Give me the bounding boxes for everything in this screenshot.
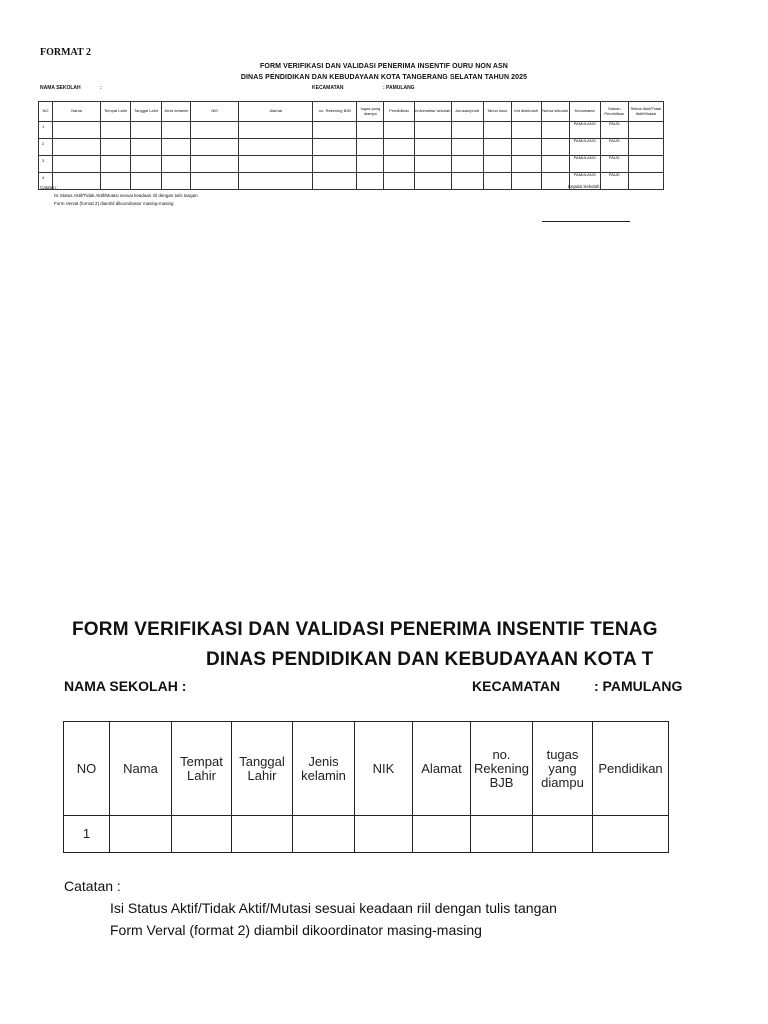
table-cell[interactable] bbox=[191, 156, 239, 173]
table-cell[interactable] bbox=[541, 156, 569, 173]
zoom-table-cell[interactable] bbox=[413, 816, 471, 853]
zoomed-preview bbox=[0, 600, 683, 960]
table-cell[interactable] bbox=[451, 173, 483, 190]
table-cell[interactable] bbox=[357, 122, 384, 139]
table-cell[interactable] bbox=[541, 122, 569, 139]
table-cell[interactable] bbox=[357, 156, 384, 173]
zoom-table-cell[interactable] bbox=[293, 816, 355, 853]
zoom-table-cell[interactable] bbox=[355, 816, 413, 853]
table-cell[interactable] bbox=[384, 173, 414, 190]
table-cell[interactable] bbox=[451, 122, 483, 139]
status-cell[interactable] bbox=[628, 122, 663, 139]
table-cell[interactable] bbox=[384, 139, 414, 156]
header-cell: Alamat bbox=[239, 102, 313, 122]
table-header-row bbox=[39, 102, 664, 122]
zoom-form-title: FORM VERIFIKASI DAN VALIDASI PENERIMA INSENTIF TENAG bbox=[72, 619, 658, 640]
header-cell: Nama bbox=[53, 102, 101, 122]
zoom-header-cell: tugas yang diampu bbox=[533, 722, 593, 816]
table-cell[interactable] bbox=[414, 122, 451, 139]
zoom-table-cell[interactable] bbox=[110, 816, 172, 853]
zoom-row-number: 1 bbox=[64, 816, 110, 853]
table-cell[interactable] bbox=[162, 156, 191, 173]
satuan-cell: PAUD bbox=[600, 122, 628, 139]
zoom-table-cell[interactable] bbox=[172, 816, 232, 853]
zoom-header-cell: no. Rekening BJB bbox=[471, 722, 533, 816]
satuan-cell: PAUD bbox=[600, 173, 628, 190]
header-cell: NO bbox=[39, 102, 53, 122]
header-cell: Status Aktif/Tidak Aktif/Mutasi bbox=[628, 102, 663, 122]
header-cell: Kecamatan bbox=[569, 102, 600, 122]
format-label: FORMAT 2 bbox=[40, 47, 92, 58]
header-cell: Tahun lulus bbox=[483, 102, 511, 122]
zoom-nama-sekolah: NAMA SEKOLAH : bbox=[64, 678, 187, 694]
zoom-table-cell[interactable] bbox=[533, 816, 593, 853]
row-number: 2 bbox=[39, 139, 53, 156]
catatan-label: Catatan : bbox=[40, 185, 59, 190]
zoom-header-cell: Nama bbox=[110, 722, 172, 816]
nama-sekolah-label: NAMA SEKOLAH bbox=[40, 85, 81, 91]
table-cell[interactable] bbox=[239, 122, 313, 139]
header-cell: Satuan Pendidikan bbox=[600, 102, 628, 122]
zoom-table-cell[interactable] bbox=[471, 816, 533, 853]
zoom-header-cell: NO bbox=[64, 722, 110, 816]
zoom-table-row bbox=[64, 816, 669, 853]
zoom-header-cell: Jenis kelamin bbox=[293, 722, 355, 816]
table-cell[interactable] bbox=[483, 173, 511, 190]
table-cell[interactable] bbox=[239, 173, 313, 190]
kecamatan-cell: PAMULANG bbox=[569, 156, 600, 173]
table-cell[interactable] bbox=[313, 156, 357, 173]
zoom-header-cell: NIK bbox=[355, 722, 413, 816]
table-cell[interactable] bbox=[131, 122, 162, 139]
status-cell[interactable] bbox=[628, 173, 663, 190]
table-cell[interactable] bbox=[191, 139, 239, 156]
table-cell[interactable] bbox=[384, 156, 414, 173]
zoom-header-cell: Tanggal Lahir bbox=[232, 722, 293, 816]
header-cell: no. Rekening BJB bbox=[313, 102, 357, 122]
zoom-note-format: Form Verval (format 2) diambil dikoordinator masing-masing bbox=[110, 922, 482, 938]
header-cell: Jurusan/prodi bbox=[451, 102, 483, 122]
header-cell: tmt disekolah bbox=[511, 102, 541, 122]
kecamatan-cell: PAMULANG bbox=[569, 122, 600, 139]
form-subtitle: DINAS PENDIDIKAN DAN KEBUDAYAAN KOTA TANGERANG SELATAN TAHUN 2025 bbox=[240, 74, 528, 81]
kepala-sekolah-label: Kepala Sekolah bbox=[568, 184, 600, 189]
table-cell[interactable] bbox=[511, 122, 541, 139]
zoom-notes bbox=[64, 875, 557, 941]
header-cell: Nama sekolah bbox=[541, 102, 569, 122]
table-cell[interactable] bbox=[313, 173, 357, 190]
table-cell[interactable] bbox=[239, 156, 313, 173]
table-cell[interactable] bbox=[162, 122, 191, 139]
table-cell[interactable] bbox=[384, 122, 414, 139]
zoom-header-cell: Tempat Lahir bbox=[172, 722, 232, 816]
nama-sekolah-colon: : bbox=[100, 85, 102, 91]
zoom-verification-table bbox=[63, 721, 669, 853]
zoom-table-cell[interactable] bbox=[593, 816, 669, 853]
zoom-catatan-label: Catatan : bbox=[64, 878, 121, 894]
kecamatan-cell: PAMULANG bbox=[569, 139, 600, 156]
header-cell: Universitas/ sekolah bbox=[414, 102, 451, 122]
zoom-kecamatan-label: KECAMATAN bbox=[472, 678, 561, 694]
kecamatan-value: : PAMULANG bbox=[383, 85, 415, 91]
table-cell[interactable] bbox=[541, 173, 569, 190]
header-cell: Tempat Lahir bbox=[101, 102, 131, 122]
table-row bbox=[39, 122, 664, 139]
note-status: Isi Status Aktif/Tidak Aktif/Mutasi sesuai keadaan riil dengan tulis tangan bbox=[54, 193, 198, 198]
zoom-header-cell: Alamat bbox=[413, 722, 471, 816]
table-cell[interactable] bbox=[357, 139, 384, 156]
row-number: 3 bbox=[39, 156, 53, 173]
signature-line bbox=[542, 221, 630, 222]
table-cell[interactable] bbox=[162, 139, 191, 156]
table-cell[interactable] bbox=[414, 139, 451, 156]
table-cell[interactable] bbox=[131, 156, 162, 173]
table-cell[interactable] bbox=[483, 139, 511, 156]
table-cell[interactable] bbox=[511, 173, 541, 190]
table-cell[interactable] bbox=[53, 156, 101, 173]
zoom-header-cell: Pendidikan bbox=[593, 722, 669, 816]
table-cell[interactable] bbox=[451, 156, 483, 173]
row-number: 4 bbox=[39, 173, 53, 190]
table-cell[interactable] bbox=[313, 139, 357, 156]
table-cell[interactable] bbox=[191, 173, 239, 190]
satuan-cell: PAUD bbox=[600, 139, 628, 156]
table-row bbox=[39, 139, 664, 156]
table-cell[interactable] bbox=[131, 139, 162, 156]
header-cell: Jenis kelamin bbox=[162, 102, 191, 122]
header-cell: Pendidikan bbox=[384, 102, 414, 122]
table-cell[interactable] bbox=[483, 122, 511, 139]
status-cell[interactable] bbox=[628, 156, 663, 173]
form-title: FORM VERIFIKASI DAN VALIDASI PENERIMA INSENTIF OURU NON ASN bbox=[260, 63, 508, 70]
kecamatan-cell: PAMULANG bbox=[569, 173, 600, 190]
table-cell[interactable] bbox=[414, 173, 451, 190]
zoom-note-status: Isi Status Aktif/Tidak Aktif/Mutasi sesuai keadaan riil dengan tulis tangan bbox=[110, 900, 557, 916]
table-cell[interactable] bbox=[511, 139, 541, 156]
header-cell: NIK bbox=[191, 102, 239, 122]
header-cell: tugas yang diampu bbox=[357, 102, 384, 122]
kecamatan-label: KECAMATAN bbox=[312, 85, 344, 91]
note-format: Form Verval (format 2) diambil dikoordinator masing-masing bbox=[54, 201, 174, 206]
table-cell[interactable] bbox=[414, 156, 451, 173]
table-cell[interactable] bbox=[101, 139, 131, 156]
table-cell[interactable] bbox=[239, 139, 313, 156]
table-row bbox=[39, 156, 664, 173]
verification-table bbox=[38, 101, 664, 190]
table-cell[interactable] bbox=[53, 139, 101, 156]
table-cell[interactable] bbox=[101, 156, 131, 173]
table-cell[interactable] bbox=[511, 156, 541, 173]
table-cell[interactable] bbox=[451, 139, 483, 156]
satuan-cell: PAUD bbox=[600, 156, 628, 173]
table-cell[interactable] bbox=[53, 122, 101, 139]
zoom-form-subtitle: DINAS PENDIDIKAN DAN KEBUDAYAAN KOTA T bbox=[206, 649, 654, 670]
row-number: 1 bbox=[39, 122, 53, 139]
zoom-header-row bbox=[64, 722, 669, 816]
table-cell[interactable] bbox=[483, 156, 511, 173]
status-cell[interactable] bbox=[628, 139, 663, 156]
table-cell[interactable] bbox=[541, 139, 569, 156]
notes-small bbox=[40, 184, 198, 208]
table-cell[interactable] bbox=[191, 122, 239, 139]
table-cell[interactable] bbox=[101, 122, 131, 139]
header-cell: Tanggal Lahir bbox=[131, 102, 162, 122]
zoom-kecamatan-value: : PAMULANG bbox=[594, 678, 683, 694]
table-cell[interactable] bbox=[357, 173, 384, 190]
table-cell[interactable] bbox=[313, 122, 357, 139]
zoom-table-cell[interactable] bbox=[232, 816, 293, 853]
